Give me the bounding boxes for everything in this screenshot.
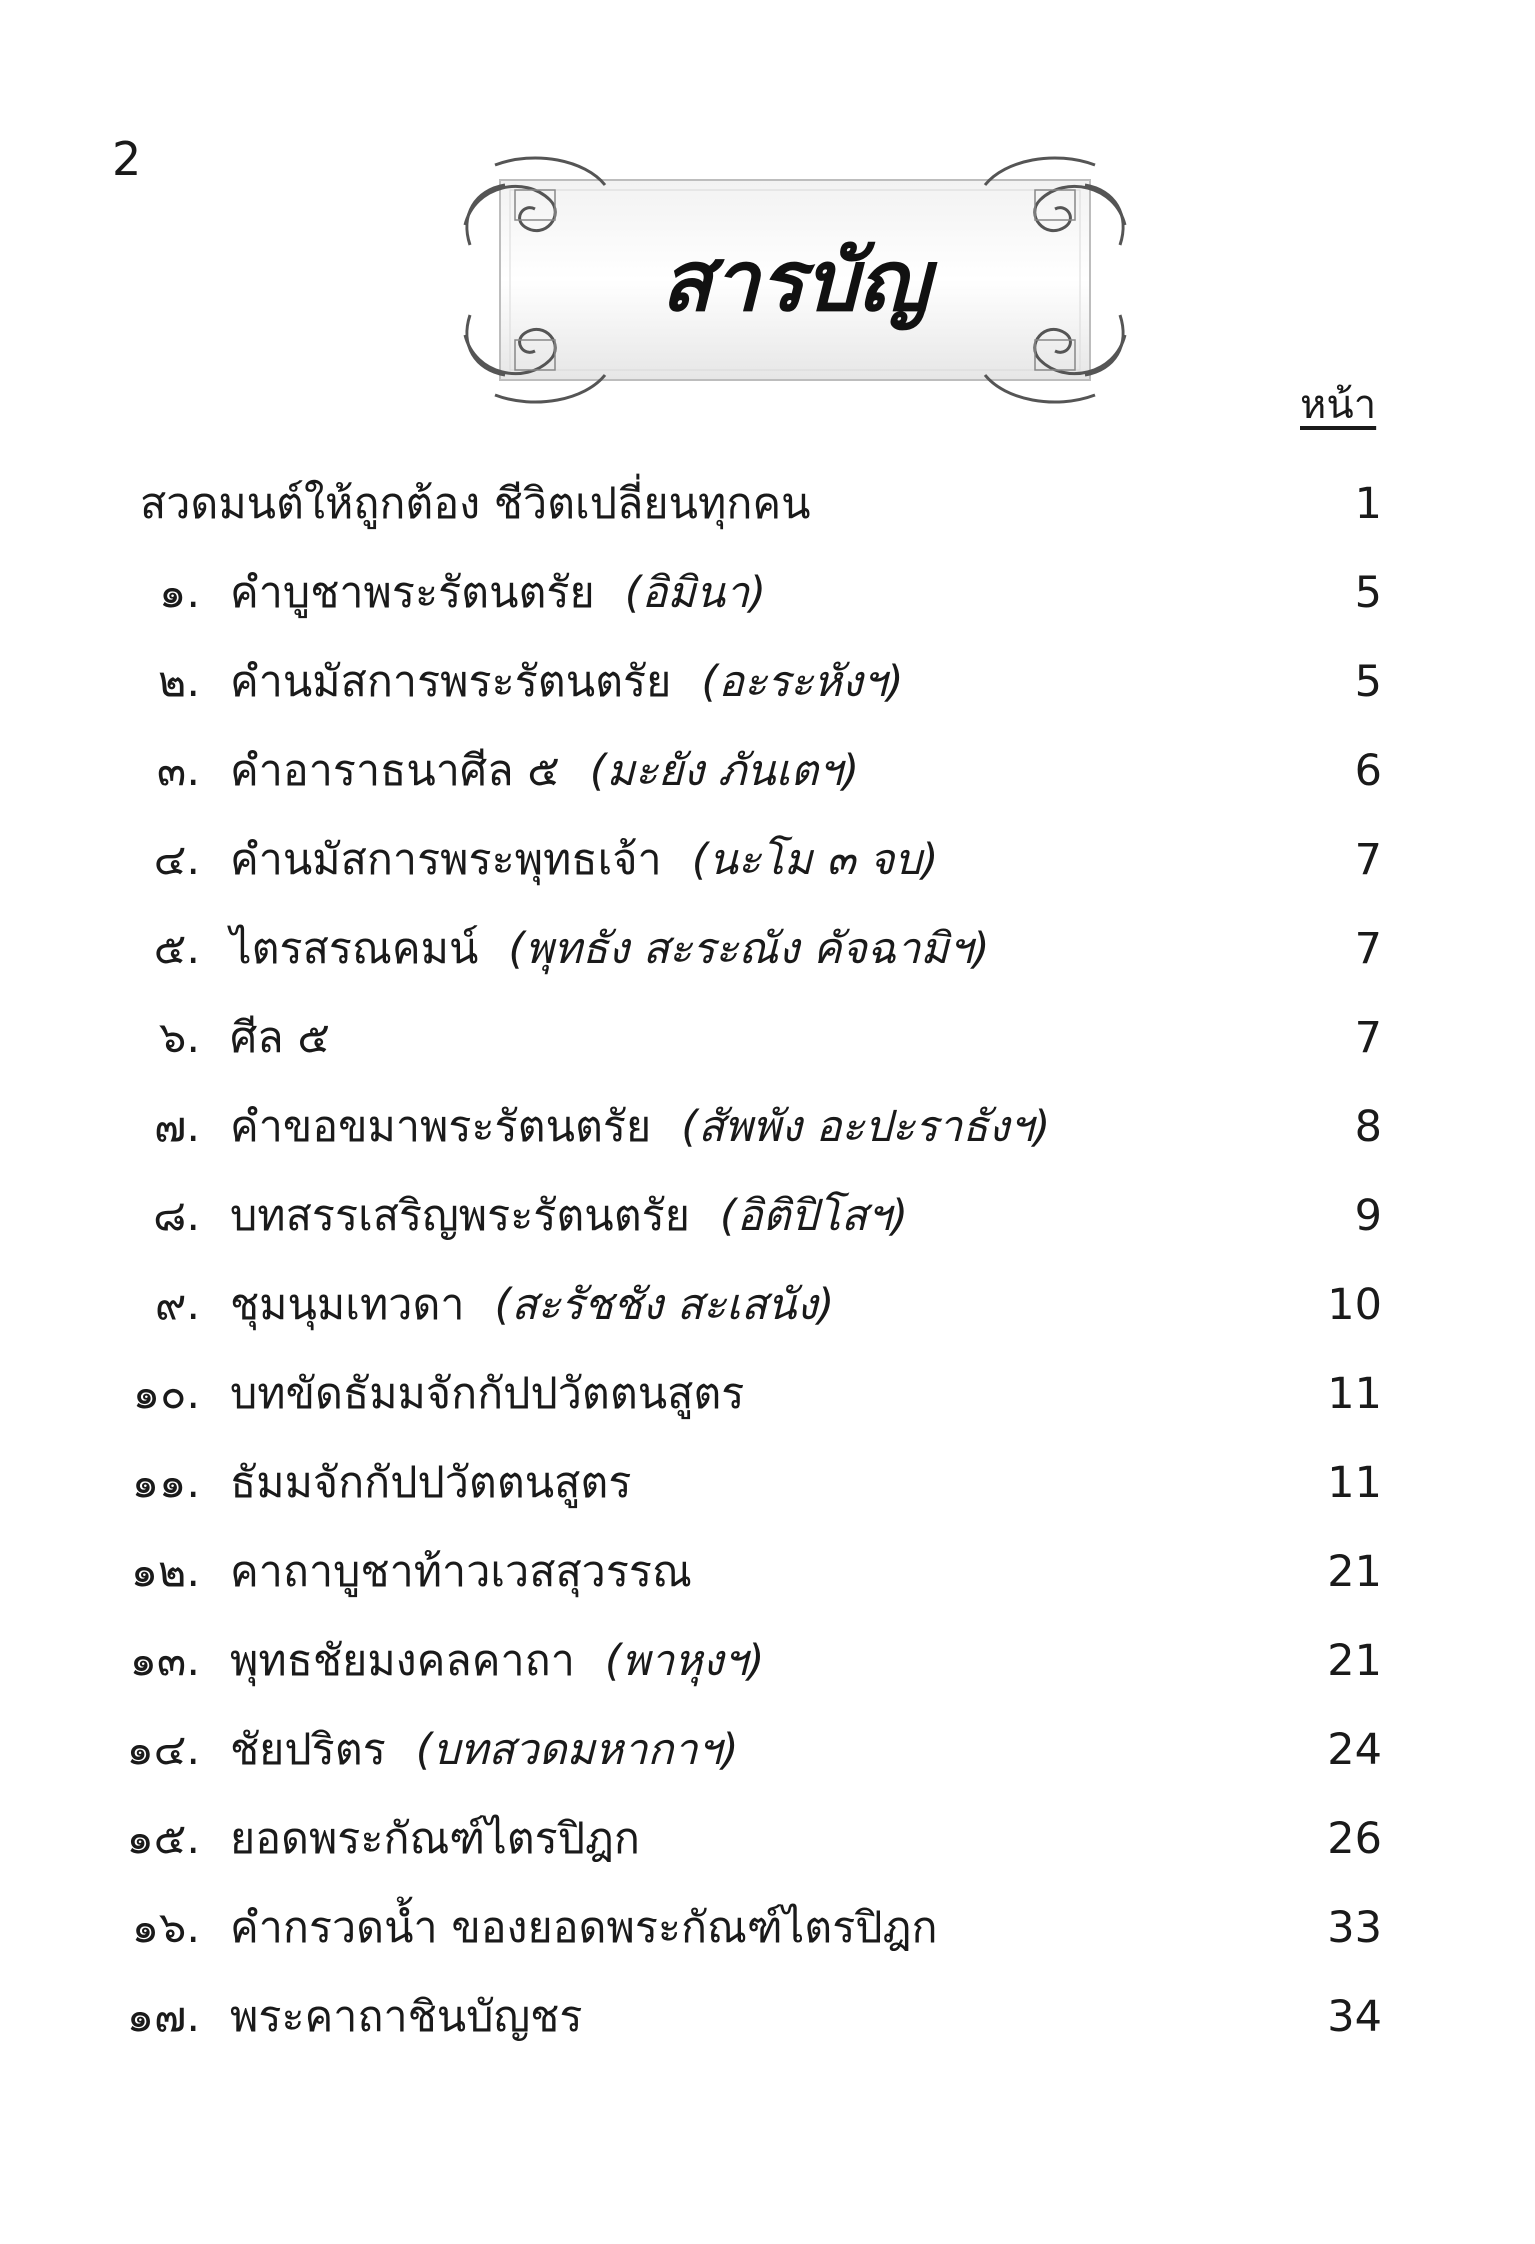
toc-entry-page: 5 — [1354, 568, 1382, 618]
toc-entry-number: ๑. — [159, 568, 200, 618]
toc-entry-page: 24 — [1327, 1725, 1382, 1775]
toc-entry-title-group — [230, 1795, 640, 1884]
toc-entry-title-group — [230, 1706, 738, 1795]
toc-entry-number: ๑๐. — [132, 1369, 200, 1419]
toc-entry-page: 10 — [1327, 1280, 1382, 1330]
toc-entry — [0, 549, 1535, 638]
toc-entry — [0, 1350, 1535, 1439]
toc-entry-number: ๖. — [159, 1013, 200, 1063]
toc-entry-subtitle: (พุทธัง สะระณัง คัจฉามิฯ) — [508, 924, 990, 974]
toc-entry — [0, 460, 1535, 549]
toc-entry — [0, 1439, 1535, 1528]
toc-entry-number: ๑๒. — [130, 1547, 200, 1597]
toc-entry-page: 11 — [1327, 1369, 1382, 1419]
toc-entry-title-group — [230, 1617, 764, 1706]
toc-entry-title-group — [230, 727, 859, 816]
toc-entry-page: 9 — [1354, 1191, 1382, 1241]
toc-entry-title: คำนมัสการพระพุทธเจ้า — [230, 835, 662, 885]
toc-entry-title: คำบูชาพระรัตนตรัย — [230, 568, 595, 618]
toc-entry-title: บทสรรเสริญพระรัตนตรัย — [230, 1191, 690, 1241]
toc-entry-number: ๕. — [153, 924, 200, 974]
toc-entry-number: ๑๓. — [129, 1636, 200, 1686]
toc-entry — [0, 905, 1535, 994]
page-number: 2 — [112, 132, 142, 186]
toc-entry-subtitle: (มะยัง ภันเตฯ) — [589, 746, 860, 796]
toc-entry-title-group — [230, 1973, 582, 2062]
table-of-contents — [0, 460, 1535, 2062]
toc-entry-number: ๑๔. — [126, 1725, 200, 1775]
toc-entry-title: ชัยปริตร — [230, 1725, 386, 1775]
toc-entry-number: ๘. — [153, 1191, 200, 1241]
toc-entry-title: สวดมนต์ให้ถูกต้อง ชีวิตเปลี่ยนทุกคน — [140, 479, 811, 529]
toc-entry — [0, 816, 1535, 905]
toc-entry-title-group — [230, 1172, 908, 1261]
toc-entry-title: คาถาบูชาท้าวเวสสุวรรณ — [230, 1547, 692, 1597]
toc-entry-page: 26 — [1327, 1814, 1382, 1864]
toc-entry-page: 7 — [1354, 1013, 1382, 1063]
toc-entry — [0, 1617, 1535, 1706]
toc-entry-page: 11 — [1327, 1458, 1382, 1508]
toc-entry — [0, 1261, 1535, 1350]
page-title: สารบัญ — [660, 232, 930, 330]
toc-entry-number: ๙. — [154, 1280, 200, 1330]
toc-entry-title-group — [230, 1350, 744, 1439]
toc-entry-subtitle: (สัพพัง อะปะราธังฯ) — [681, 1102, 1051, 1152]
toc-entry-title: บทขัดธัมมจักกัปปวัตตนสูตร — [230, 1369, 745, 1419]
toc-entry-title-group — [230, 638, 904, 727]
toc-entry-page: 33 — [1327, 1903, 1382, 1953]
toc-entry-page: 21 — [1327, 1547, 1382, 1597]
toc-entry — [0, 1973, 1535, 2062]
toc-entry-page: 6 — [1354, 746, 1382, 796]
title-banner — [455, 145, 1135, 415]
toc-entry-page: 5 — [1354, 657, 1382, 707]
toc-entry-title-group — [230, 816, 938, 905]
toc-entry-title: คำอาราธนาศีล ๕ — [230, 746, 560, 796]
toc-entry-number: ๔. — [153, 835, 200, 885]
toc-entry-title-group — [230, 1083, 1050, 1172]
toc-entry-subtitle: (อิติปิโสฯ) — [719, 1191, 909, 1241]
toc-entry-title: ชุมนุมเทวดา — [230, 1280, 465, 1330]
toc-entry-title-group — [230, 1528, 692, 1617]
toc-entry-subtitle: (นะโม ๓ จบ) — [691, 835, 939, 885]
toc-entry-title-group — [230, 1261, 834, 1350]
toc-entry-title: พุทธชัยมงคลคาถา — [230, 1636, 575, 1686]
toc-entry-number: ๓. — [156, 746, 200, 796]
toc-entry-title-group — [230, 1439, 631, 1528]
toc-entry — [0, 1706, 1535, 1795]
toc-entry-page: 7 — [1354, 924, 1382, 974]
toc-entry-page: 34 — [1327, 1992, 1382, 2042]
toc-entry-subtitle: (พาหุงฯ) — [604, 1636, 765, 1686]
toc-entry — [0, 1083, 1535, 1172]
toc-entry-page: 1 — [1354, 479, 1382, 529]
toc-entry — [0, 1172, 1535, 1261]
toc-entry-title: พระคาถาชินบัญชร — [230, 1992, 583, 2042]
toc-entry — [0, 1528, 1535, 1617]
toc-entry-title: ศีล ๕ — [230, 1013, 330, 1063]
toc-entry — [0, 1884, 1535, 1973]
toc-entry-page: 7 — [1354, 835, 1382, 885]
toc-entry-title: ธัมมจักกัปปวัตตนสูตร — [230, 1458, 632, 1508]
toc-entry — [0, 994, 1535, 1083]
toc-entry-number: ๗. — [153, 1102, 200, 1152]
toc-entry — [0, 638, 1535, 727]
toc-entry-title-group — [230, 549, 766, 638]
toc-entry-title-group — [230, 994, 330, 1083]
toc-entry-subtitle: (อิมินา) — [624, 568, 766, 618]
toc-entry-number: ๑๖. — [131, 1903, 200, 1953]
toc-entry-title: ไตรสรณคมน์ — [230, 924, 479, 974]
toc-entry-subtitle: (สะรัชชัง สะเสนัง) — [494, 1280, 835, 1330]
toc-entry-number: ๑๑. — [131, 1458, 200, 1508]
toc-entry-title-group — [230, 905, 990, 994]
toc-entry-number: ๑๗. — [126, 1992, 200, 2042]
toc-entry-title: ยอดพระกัณฑ์ไตรปิฎก — [230, 1814, 640, 1864]
toc-entry-title: คำนมัสการพระรัตนตรัย — [230, 657, 672, 707]
page-column-header: หน้า — [1300, 382, 1377, 428]
toc-entry-number: ๒. — [157, 657, 200, 707]
toc-entry-subtitle: (บทสวดมหากาฯ) — [415, 1725, 739, 1775]
toc-entry — [0, 727, 1535, 816]
toc-entry-subtitle: (อะระหังฯ) — [701, 657, 904, 707]
toc-entry-title-group — [140, 460, 811, 549]
toc-entry-title: คำขอขมาพระรัตนตรัย — [230, 1102, 652, 1152]
toc-entry-number: ๑๕. — [126, 1814, 200, 1864]
toc-entry-page: 8 — [1354, 1102, 1382, 1152]
toc-entry-title-group — [230, 1884, 937, 1973]
toc-entry-title: คำกรวดน้ำ ของยอดพระกัณฑ์ไตรปิฎก — [230, 1903, 938, 1953]
toc-entry-page: 21 — [1327, 1636, 1382, 1686]
toc-entry — [0, 1795, 1535, 1884]
